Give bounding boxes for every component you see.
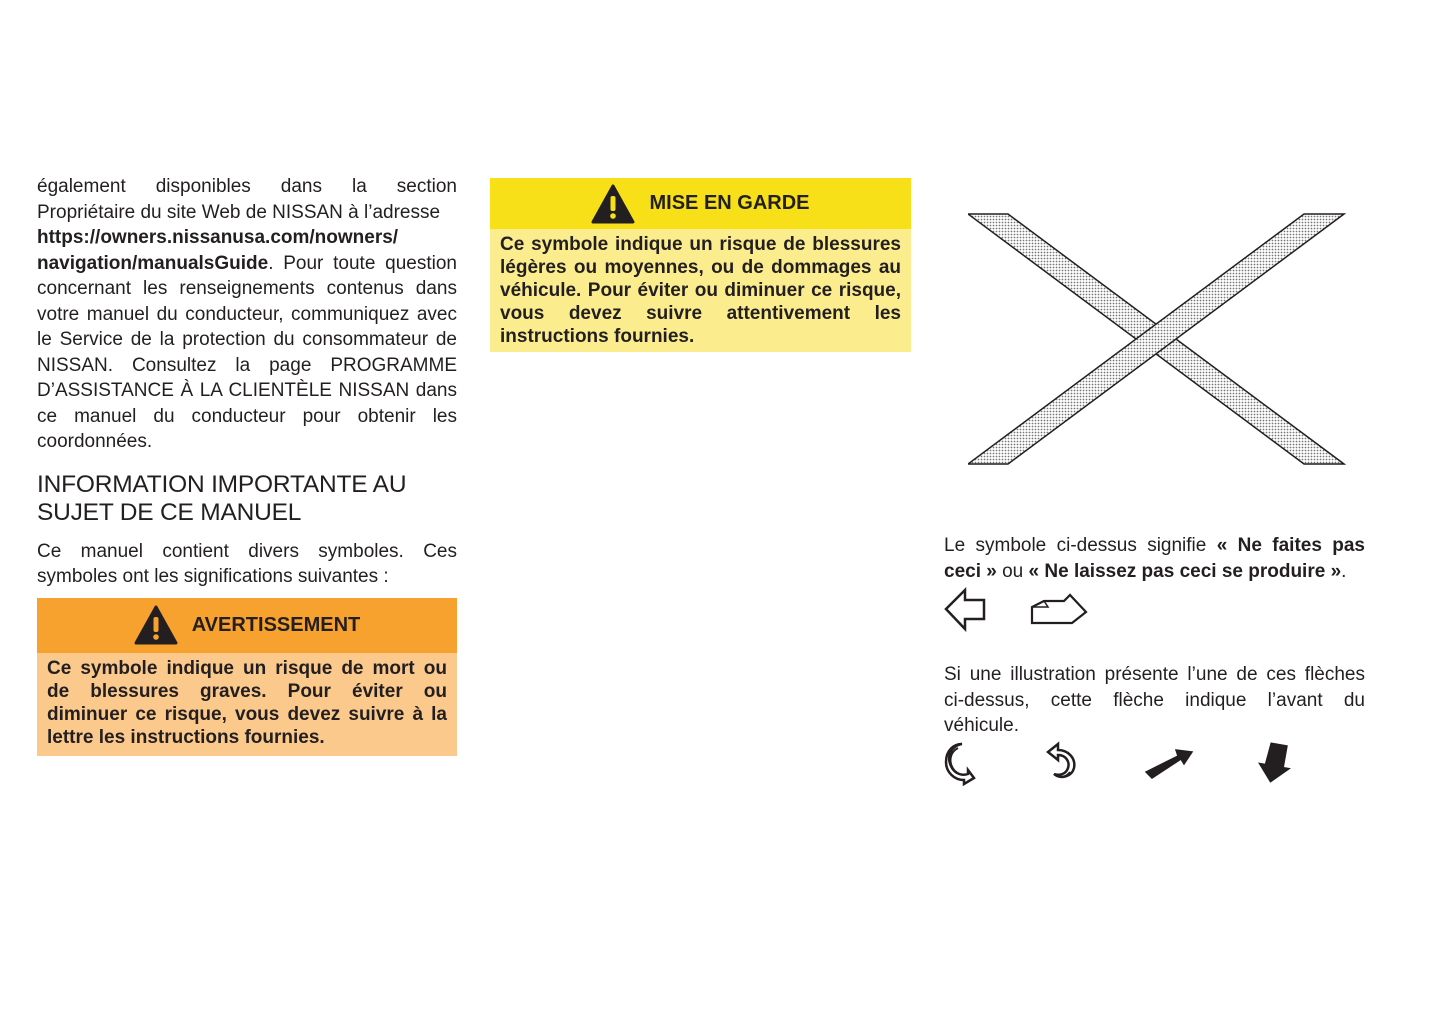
x-text-c: ou (996, 560, 1029, 582)
warning-body: Ce symbole indique un risque de mort ou de blessures graves. Pour éviter ou diminuer ce risque, vous devez suivre à la lettre les instructions fournies. (37, 653, 457, 756)
warning-title: AVERTISSEMENT (191, 613, 361, 636)
caution-triangle-icon (591, 184, 635, 224)
front-arrow-left-icon (946, 590, 984, 629)
front-arrow-text: Si une illustration présente l’une de ces flèches ci-dessus, cette flèche indique l’avant du véhicule. (944, 664, 1365, 736)
caution-header (490, 178, 911, 229)
left-column (37, 174, 457, 756)
x-text-a: Le symbole ci-dessus signifie (944, 535, 1217, 556)
front-arrows-group (944, 585, 1104, 637)
x-text-e: . (1341, 560, 1347, 582)
intro-text-start: également disponibles dans la section Propriétaire du site Web de NISSAN à l’adresse (37, 176, 457, 223)
front-arrow-right-3d-icon (1032, 595, 1086, 623)
url-line-1: https://owners.nissanusa.com/nowners/ (37, 227, 399, 248)
manual-url (37, 225, 457, 455)
front-arrow-explanation (944, 662, 1365, 739)
warning-box (37, 598, 457, 756)
section-heading: INFORMATION IMPORTANTE AU SUJET DE CE MANUEL (37, 470, 407, 526)
warning-triangle-icon (134, 605, 178, 645)
caution-body: Ce symbole indique un risque de blessures légères ou moyennes, ou de dommages au véhicule. Pour éviter ou diminuer ce risque, vous devez suivre attentivement les instructions fournies. (490, 229, 911, 352)
caution-box (490, 178, 911, 352)
do-not-x-icon (968, 212, 1346, 468)
motion-arrow-curved-up-icon (1048, 744, 1074, 777)
x-symbol-explanation (944, 533, 1365, 584)
x-symbol-text (944, 533, 1365, 584)
x-text-b: « Ne faites pas ceci » (944, 535, 1365, 582)
symbols-intro: Ce manuel contient divers symboles. Ces symboles ont les significations suivantes : (37, 540, 457, 587)
intro-text-end: . Pour toute question concernant les renseignements contenus dans votre manuel du conducteur, communiquez avec le Service de la protection du consommateur de NISSAN. Consultez la page PROGRAMME D’ASSISTANCE À LA CLIENTÈLE NISSAN dans ce manuel du conducteur pour obtenir les coordonnées. (37, 252, 457, 452)
url-line-2: navigation/manualsGuide (37, 252, 269, 274)
warning-header (37, 598, 457, 653)
middle-column (490, 178, 911, 352)
x-text-d: « Ne laissez pas ceci se produire » (1028, 560, 1342, 582)
motion-arrow-diagonal-icon (1146, 750, 1192, 778)
motion-arrows-group (944, 740, 1304, 788)
motion-arrow-curved-down-icon (946, 744, 974, 784)
caution-title: MISE EN GARDE (649, 192, 810, 214)
motion-arrow-down-icon (1257, 742, 1293, 785)
intro-paragraph (37, 174, 457, 455)
